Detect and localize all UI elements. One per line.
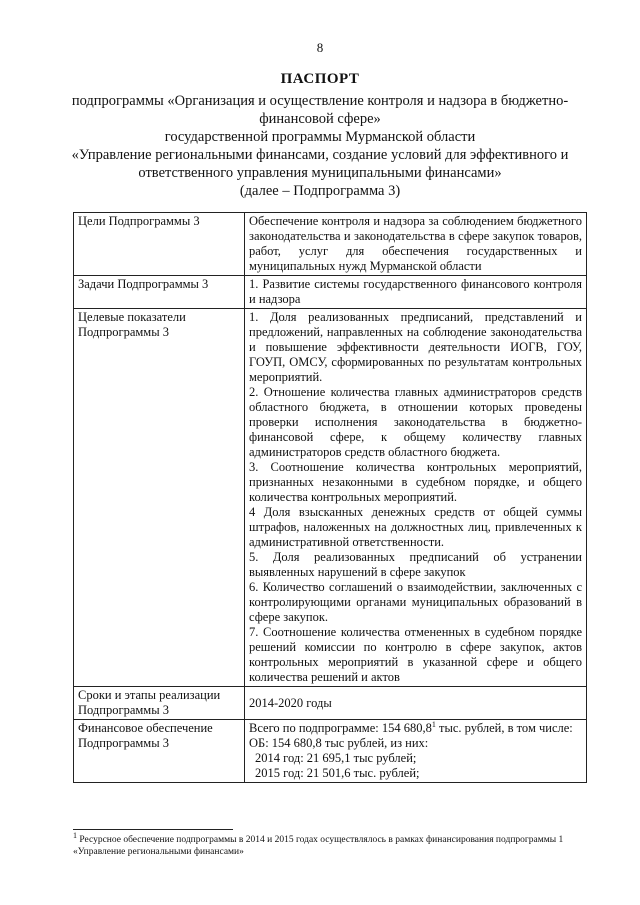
- table-row-goals: [74, 213, 587, 276]
- terms-text: 2014-2020 годы: [249, 695, 332, 710]
- finance-total-text: Всего по подпрограмме: 154 680,8: [249, 721, 432, 735]
- row-label-indicators: Целевые показатели Подпрограммы 3: [74, 309, 245, 687]
- indicator-item-5: 5. Доля реализованных предписаний об устранении выявленных нарушений в сфере закупок: [249, 550, 582, 579]
- footnote-divider: [73, 829, 233, 830]
- row-label-finance: Финансовое обеспечение Подпрограммы 3: [74, 720, 245, 783]
- indicator-item-6: 6. Количество соглашений о взаимодействии, заключенных с контролирующими органами муниципальных образований в сфере закупок.: [249, 580, 582, 624]
- footnote-text: Ресурсное обеспечение подпрограммы в 2014 и 2015 годах осуществлялось в рамках финансирования подпрограммы 1 «Управление региональными финансами»: [73, 835, 564, 857]
- row-value-goals: Обеспечение контроля и надзора за соблюдением бюджетного законодательства и законодательства в сфере закупок товаров, работ, услуг для обеспечения государственных и муниципальных нужд Мурманской области: [245, 213, 587, 276]
- header-line-5: ответственного управления муниципальными финансами»: [138, 165, 502, 181]
- row-label-goals: Цели Подпрограммы 3: [74, 213, 245, 276]
- indicator-item-1: 1. Доля реализованных предписаний, представлений и предложений, направленных на соблюдение законодательства и повышение эффективности деятельности ИОГВ, ГОУ, ГОУП, ОМСУ, сформированных по результатам контрольных мероприятий.: [249, 310, 582, 384]
- row-label-tasks: Задачи Подпрограммы 3: [74, 276, 245, 309]
- row-value-tasks: 1. Развитие системы государственного финансового контроля и надзора: [245, 276, 587, 309]
- row-value-finance: [245, 720, 587, 783]
- row-value-terms: [245, 687, 587, 720]
- header-line-3: государственной программы Мурманской области: [164, 129, 476, 145]
- header-line-4: «Управление региональными финансами, создание условий для эффективного и: [71, 147, 569, 163]
- table-row-finance: [74, 720, 587, 783]
- finance-total-suffix: тыс. рублей, в том числе:: [435, 721, 573, 735]
- finance-year-2015: 2015 год: 21 501,6 тыс. рублей;: [255, 766, 420, 780]
- header-line-6: (далее – Подпрограмма 3): [239, 183, 401, 199]
- header-line-1: подпрограммы «Организация и осуществление контроля и надзора в бюджетно-: [71, 93, 569, 109]
- footnote: [73, 830, 587, 858]
- table-row-terms: [74, 687, 587, 720]
- indicator-item-4: 4 Доля взысканных денежных средств от общей суммы штрафов, наложенных на должностных лиц, привлеченных к административной ответственности.: [249, 505, 582, 549]
- footnote-reference[interactable]: 1: [431, 719, 436, 729]
- header-line-2: финансовой сфере»: [259, 111, 381, 127]
- finance-total: [249, 721, 582, 736]
- document-header: [60, 70, 580, 200]
- indicator-item-3: 3. Соотношение количества контрольных мероприятий, признанных незаконными в судебном порядке, и общего количества контрольных мероприятий.: [249, 460, 582, 504]
- row-value-indicators: [245, 309, 587, 687]
- finance-ob-line: ОБ: 154 680,8 тыс рублей, из них:: [249, 736, 429, 750]
- passport-table: [73, 212, 587, 783]
- document-title: ПАСПОРТ: [280, 71, 360, 87]
- indicator-item-7: 7. Соотношение количества отмененных в судебном порядке решений комиссии по контролю в сфере закупок, актов контрольных мероприятий в указанной сфере и общего количества решений и актов: [249, 625, 582, 684]
- table-row-tasks: [74, 276, 587, 309]
- finance-year-2014: 2014 год: 21 695,1 тыс рублей;: [255, 751, 417, 765]
- indicator-item-2: 2. Отношение количества главных администраторов средств областного бюджета, в отношении которых проведены проверки исполнения законодательства в бюджетно-финансовой сфере, к общему количеству главных администраторов средств областного бюджета.: [249, 385, 582, 459]
- table-row-indicators: [74, 309, 587, 687]
- page-number: 8: [316, 40, 324, 55]
- footnote-mark: 1: [73, 830, 77, 840]
- row-label-terms: Сроки и этапы реализации Подпрограммы 3: [74, 687, 245, 720]
